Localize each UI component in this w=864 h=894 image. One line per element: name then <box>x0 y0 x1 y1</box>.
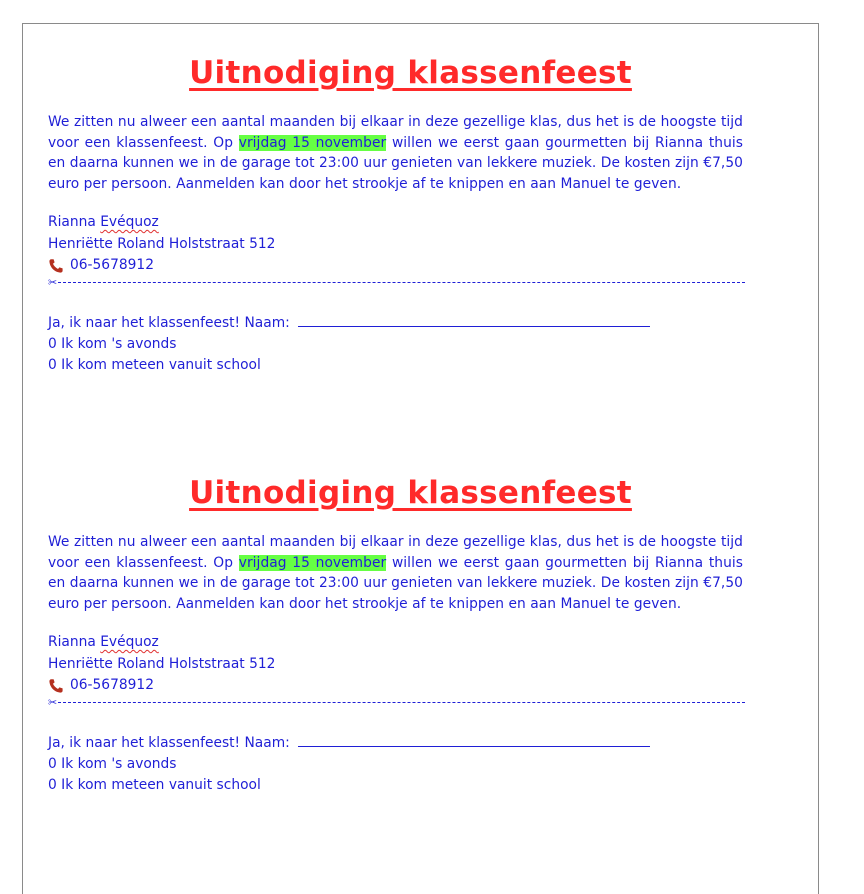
signup-label: Ja, ik naar het klassenfeest! Naam: <box>48 314 295 331</box>
signup-slip <box>48 313 818 376</box>
option-from-school: 0 Ik kom meteen vanuit school <box>48 776 261 793</box>
contact-first-name: Rianna <box>48 634 101 650</box>
signup-slip <box>48 733 818 796</box>
contact-address: Henriëtte Roland Holststraat 512 <box>48 655 276 672</box>
option-from-school: 0 Ik kom meteen vanuit school <box>48 356 261 373</box>
contact-phone-row <box>48 255 818 277</box>
option-evening: 0 Ik kom 's avonds <box>48 335 177 352</box>
cut-line <box>48 697 745 709</box>
name-blank-line <box>298 313 650 327</box>
invitation-title: Uitnodiging klassenfeest <box>189 55 632 91</box>
contact-last-name: Evéquoz <box>100 214 159 230</box>
body-text-end: willen we eerst gaan gourmetten bij Rianna thuis en daarna kunnen we in de garage tot 23:00 uur genieten van lekkere muziek. De kosten zijn €7,50 euro per persoon. Aanmelden kan door het strookje af te knippen en aan Manuel te geven. <box>48 554 743 612</box>
invitation-body <box>48 112 743 194</box>
contact-block <box>48 212 818 277</box>
contact-phone: 06-5678912 <box>70 257 154 273</box>
invitation-section-1 <box>23 54 818 376</box>
date-highlight: vrijdag 15 november <box>238 134 387 151</box>
contact-last-name: Evéquoz <box>100 634 159 650</box>
signup-name-row <box>48 313 818 334</box>
scissors-icon: ✂ <box>48 275 58 289</box>
signup-label: Ja, ik naar het klassenfeest! Naam: <box>48 734 295 751</box>
dashed-line <box>58 282 745 283</box>
phone-icon <box>48 678 64 694</box>
contact-name <box>48 632 818 654</box>
body-text-end: willen we eerst gaan gourmetten bij Rianna thuis en daarna kunnen we in de garage tot 23:00 uur genieten van lekkere muziek. De kosten zijn €7,50 euro per persoon. Aanmelden kan door het strookje af te knippen en aan Manuel te geven. <box>48 134 743 192</box>
document-page <box>22 23 819 894</box>
cut-line <box>48 277 745 289</box>
option-evening: 0 Ik kom 's avonds <box>48 755 177 772</box>
invitation-body <box>48 532 743 614</box>
contact-block <box>48 632 818 697</box>
name-blank-line <box>298 733 650 747</box>
date-highlight: vrijdag 15 november <box>238 554 387 571</box>
contact-address: Henriëtte Roland Holststraat 512 <box>48 235 276 252</box>
signup-name-row <box>48 733 818 754</box>
body-text-start: We zitten nu alweer een aantal maanden bij elkaar in deze gezellige klas, dus het is de hoogste tijd voor een klassenfeest. Op <box>48 114 743 151</box>
contact-name <box>48 212 818 234</box>
invitation-section-2 <box>23 474 818 796</box>
dashed-line <box>58 702 745 703</box>
invitation-title: Uitnodiging klassenfeest <box>189 475 632 511</box>
body-text-start: We zitten nu alweer een aantal maanden bij elkaar in deze gezellige klas, dus het is de hoogste tijd voor een klassenfeest. Op <box>48 534 743 571</box>
contact-phone: 06-5678912 <box>70 677 154 693</box>
phone-icon <box>48 258 64 274</box>
scissors-icon: ✂ <box>48 695 58 709</box>
contact-phone-row <box>48 675 818 697</box>
contact-first-name: Rianna <box>48 214 101 230</box>
